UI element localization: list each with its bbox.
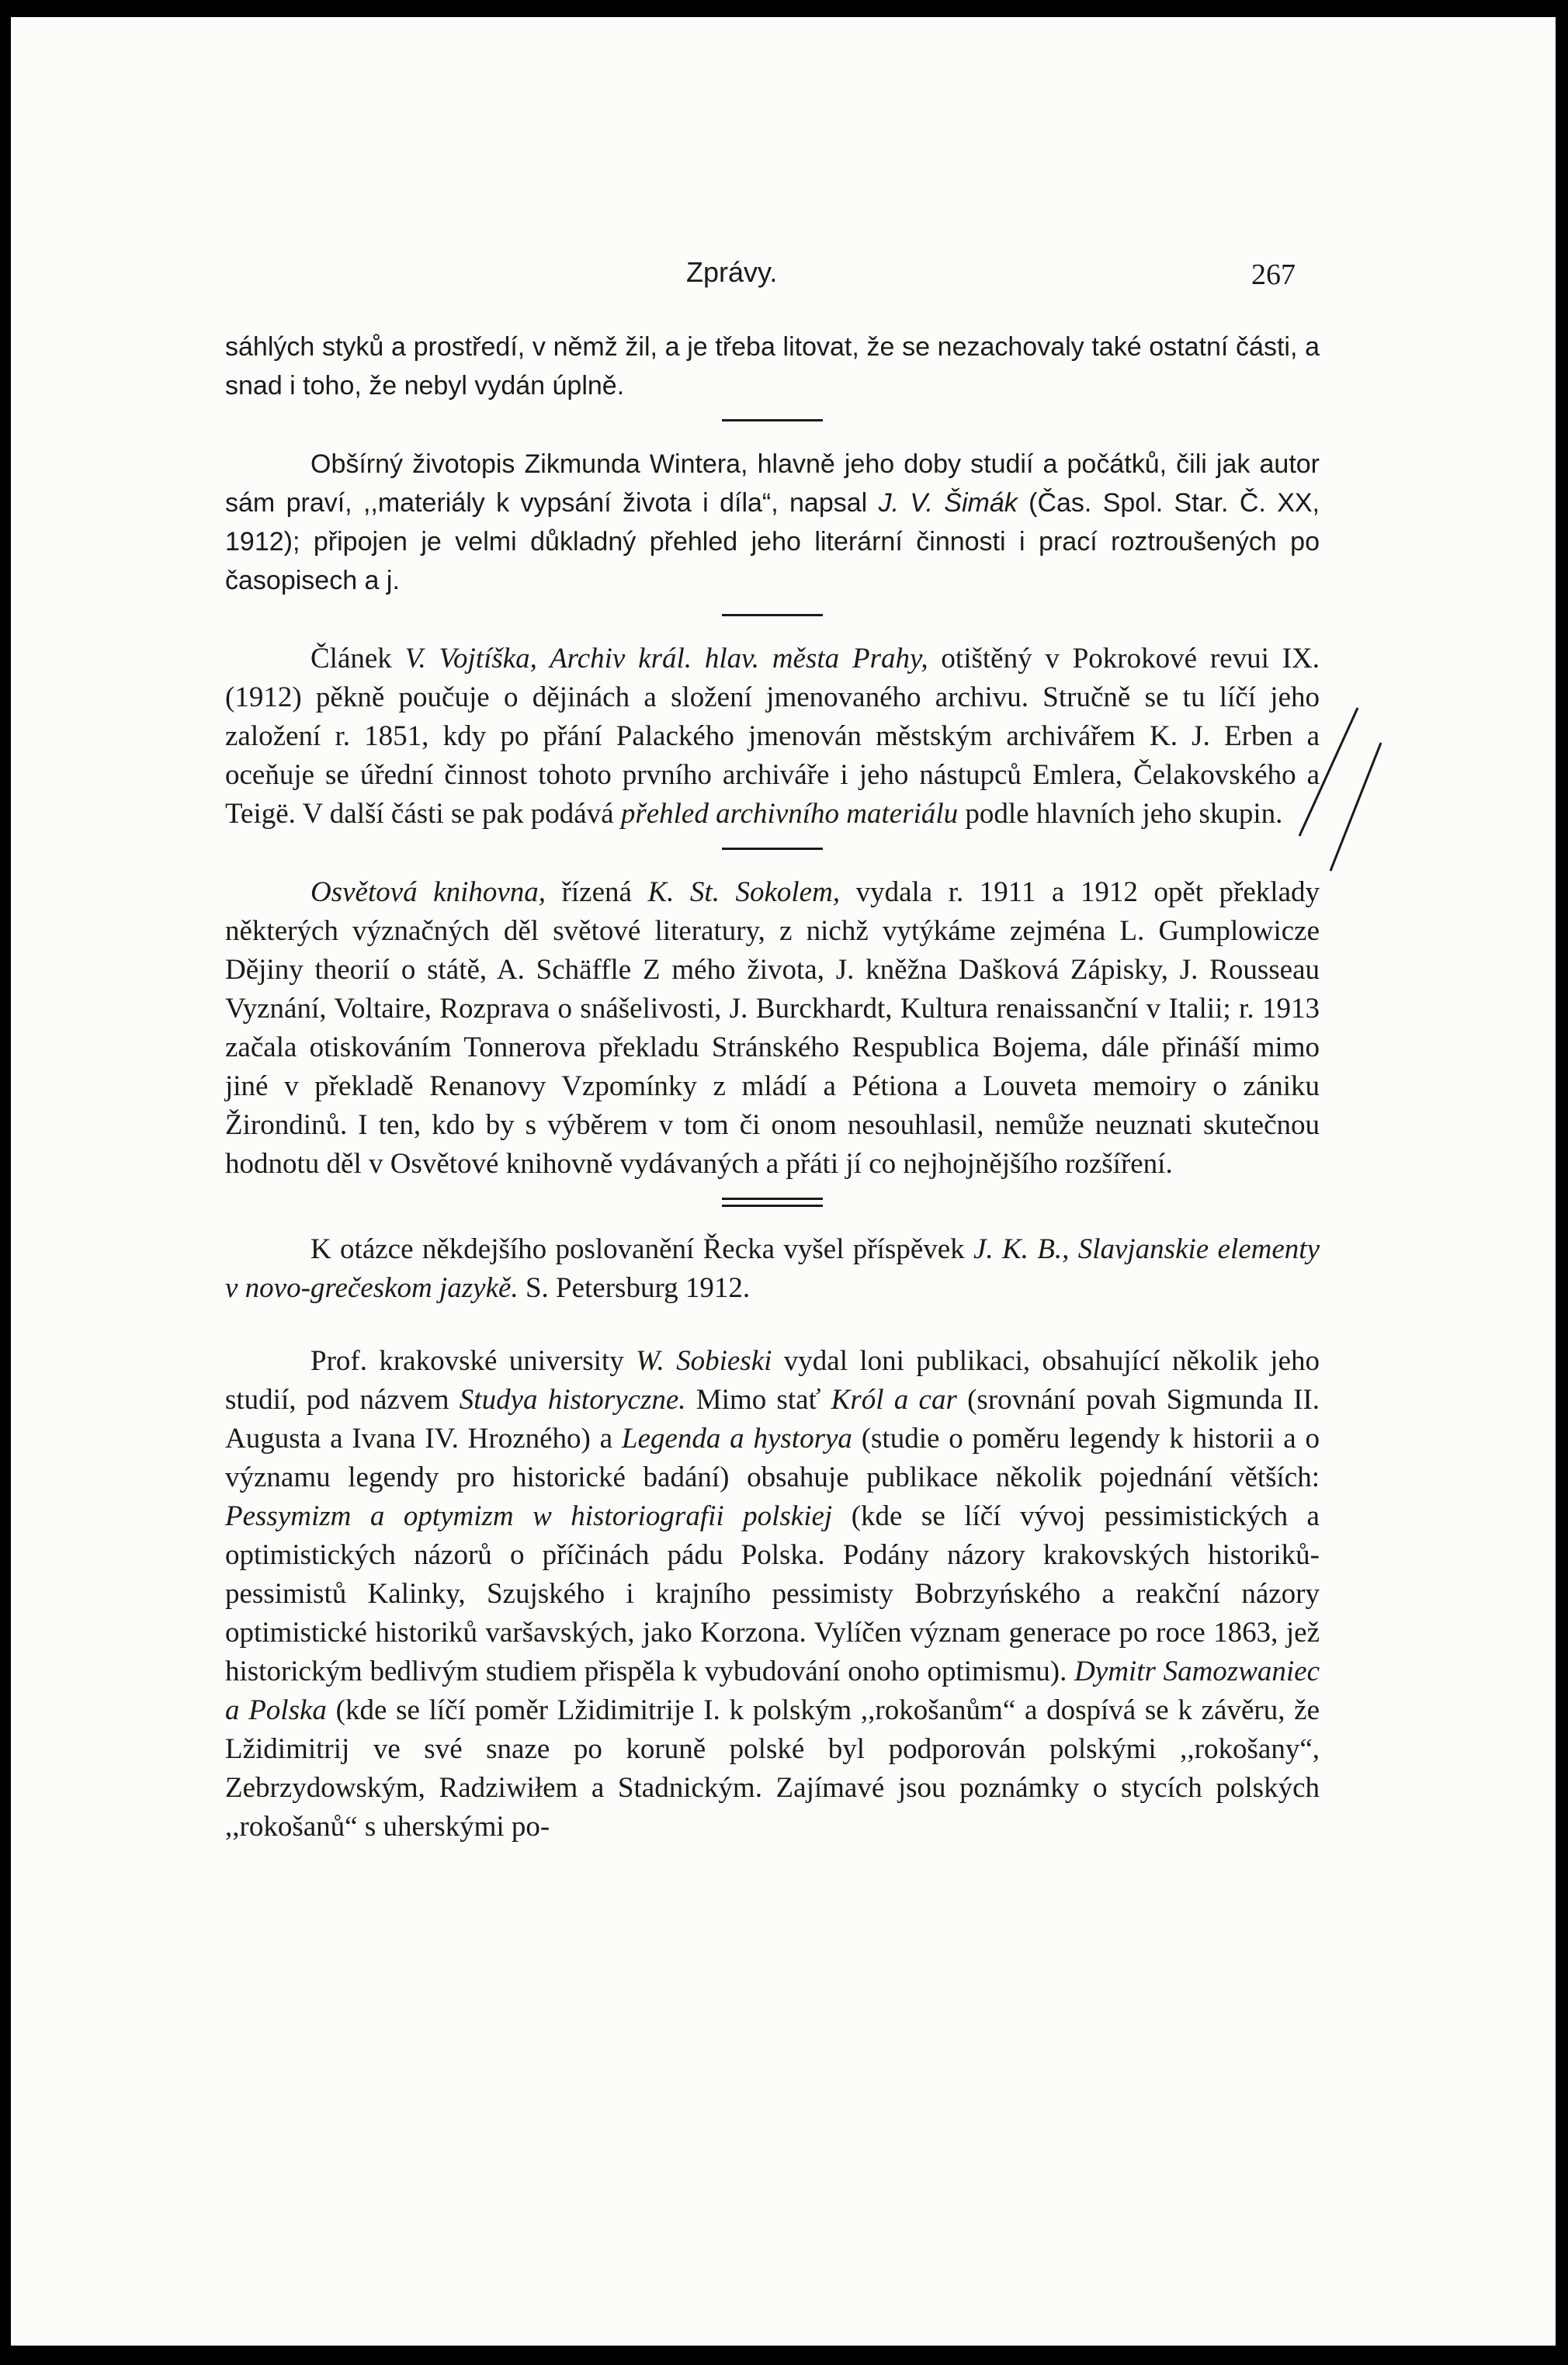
paragraph-greek-slavs [225,1230,1320,1308]
author-name: W. Sobieski [636,1345,772,1377]
paragraph-winter-biography [225,445,1320,600]
paragraph-text: (srovnání povah Sigmunda II. Augusta a Ivana IV. Hrozného) a [225,1384,1320,1455]
handwritten-margin-mark [1284,700,1408,879]
emphasis-text: přehled archivního materiálu [620,798,959,830]
paragraph-text: Obšírný životopis Zikmunda Wintera, hlavně jeho doby studií a počátků, čili jak autor sám praví, ,,materiály k vypsání života i díla“, napsal [225,449,1320,518]
scanned-page [11,17,1556,2346]
author-name: J. V. Šimák [878,488,1018,518]
paragraph-text: S. Petersburg 1912. [518,1272,751,1304]
page-header [11,250,1556,296]
study-title: Król a car [831,1384,957,1416]
study-title: Legenda a hystorya [621,1423,852,1455]
book-title: Studya historyczne. [459,1384,686,1416]
page-body [225,328,1320,1847]
study-title: Pessymizm a optymizm w historiografii polskiej [225,1500,833,1532]
paragraph-text: K otázce někdejšího poslovanění Řecka vyšel příspěvek [310,1233,973,1265]
paragraph-text: Mimo stať [685,1384,831,1416]
study-title: Dymitr Samozwaniec a Polska [225,1656,1320,1726]
paragraph-text: řízená [546,876,648,908]
editor-name: K. St. Sokolem, [647,876,841,908]
paragraph-continuation [225,328,1320,405]
paragraph-text: (kde se líčí vývoj pessimistických a optimistických názorů o příčinách pádu Polska. Podány názory krakovských historiků-pessimistů Kalinky, Szujského i krajního pessimisty Bobrzyńského a reakční názory optimistické historiků varšavských, jako Korzona. Vylíčen význam generace po roce 1863, jež historickým bedlivým studiem přispěla k vybudování onoho optimismu). [225,1500,1320,1687]
paragraph-archive-article [225,640,1320,834]
series-title: Osvětová knihovna, [310,876,546,908]
paragraph-sobieski [225,1342,1320,1847]
paragraph-text: otištěný v Pokrokové revui IX. (1912) pěkně poučuje o dějinách a složení jmenovaného archivu. Stručně se tu líčí jeho založení r. 1851, kdy po přání Palackého jmenován městským archivářem K. J. Erben a oceňuje se úřední činnost tohoto prvního archiváře i jeho nástupců Emlera, Čelakovského a Teigë. V další části se pak podává [225,643,1320,830]
paragraph-text: Prof. krakovské university [310,1345,637,1377]
publication-title: J. K. B., Slavjanskie elementy v novo-grečeskom jazykě. [225,1233,1320,1304]
article-title: V. Vojtíška, Archiv král. hlav. města Prahy, [404,643,928,674]
paragraph-text: (Čas. Spol. Star. Č. XX, 1912); připojen je velmi důkladný přehled jeho literární činnosti i prací roztroušených po časopisech a j. [225,488,1320,595]
paragraph-text: podle hlavních jeho skupin. [958,798,1283,830]
paragraph-text: (kde se líčí poměr Lžidimitrije I. k polským ,,rokošanům“ a dospívá se k závěru, že Lžidimitrij ve své snaze po koruně polské byl podporován polskými ,,rokošany“, Zebrzydowským, Radziwiłem a Stadnickým. Zajímavé jsou poznámky o stycích polských ,,rokošanů“ s uherskými po- [225,1694,1320,1843]
paragraph-text: (studie o poměru legendy k historii a o významu legendy pro historické badání) obsahuje publikace několik pojednání větších: [225,1423,1320,1493]
double-divider [722,1198,823,1207]
paragraph-osvetova-knihovna [225,873,1320,1184]
paragraph-text: vydal loni publikaci, obsahující několik jeho studií, pod názvem [225,1345,1320,1416]
paragraph-text: sáhlých styků a prostředí, v němž žil, a je třeba litovat, že se nezachovaly také ostatní části, a snad i toho, že nebyl vydán úplně. [225,332,1320,401]
page-number: 267 [1251,258,1296,291]
paragraph-text: vydala r. 1911 a 1912 opět překlady některých význačných děl světové literatury, z nichž vytýkáme zejména L. Gumplowicze Dějiny theorií o státě, A. Schäffle Z mého života, J. kněžna Dašková Zápisky, J. Rousseau Vyznání, Voltaire, Rozprava o snášelivosti, J. Burckhardt, Kultura renaissanční v Italii; r. 1913 začala otiskováním Tonnerova překladu Stránského Respublica Bojema, dále přináší mimo jiné v překladě Renanovy Vzpomínky z mládí a Pétiona a Louveta memoiry o zániku Žirondinů. I ten, kdo by s výběrem v tom či onom nesouhlasil, nemůže neuznati skutečnou hodnotu děl v Osvětové knihovně vydávaných a přáti jí co nejhojnějšího rozšíření. [225,876,1320,1180]
paragraph-text: Článek [310,643,405,674]
running-title: Zprávy. [686,256,778,288]
